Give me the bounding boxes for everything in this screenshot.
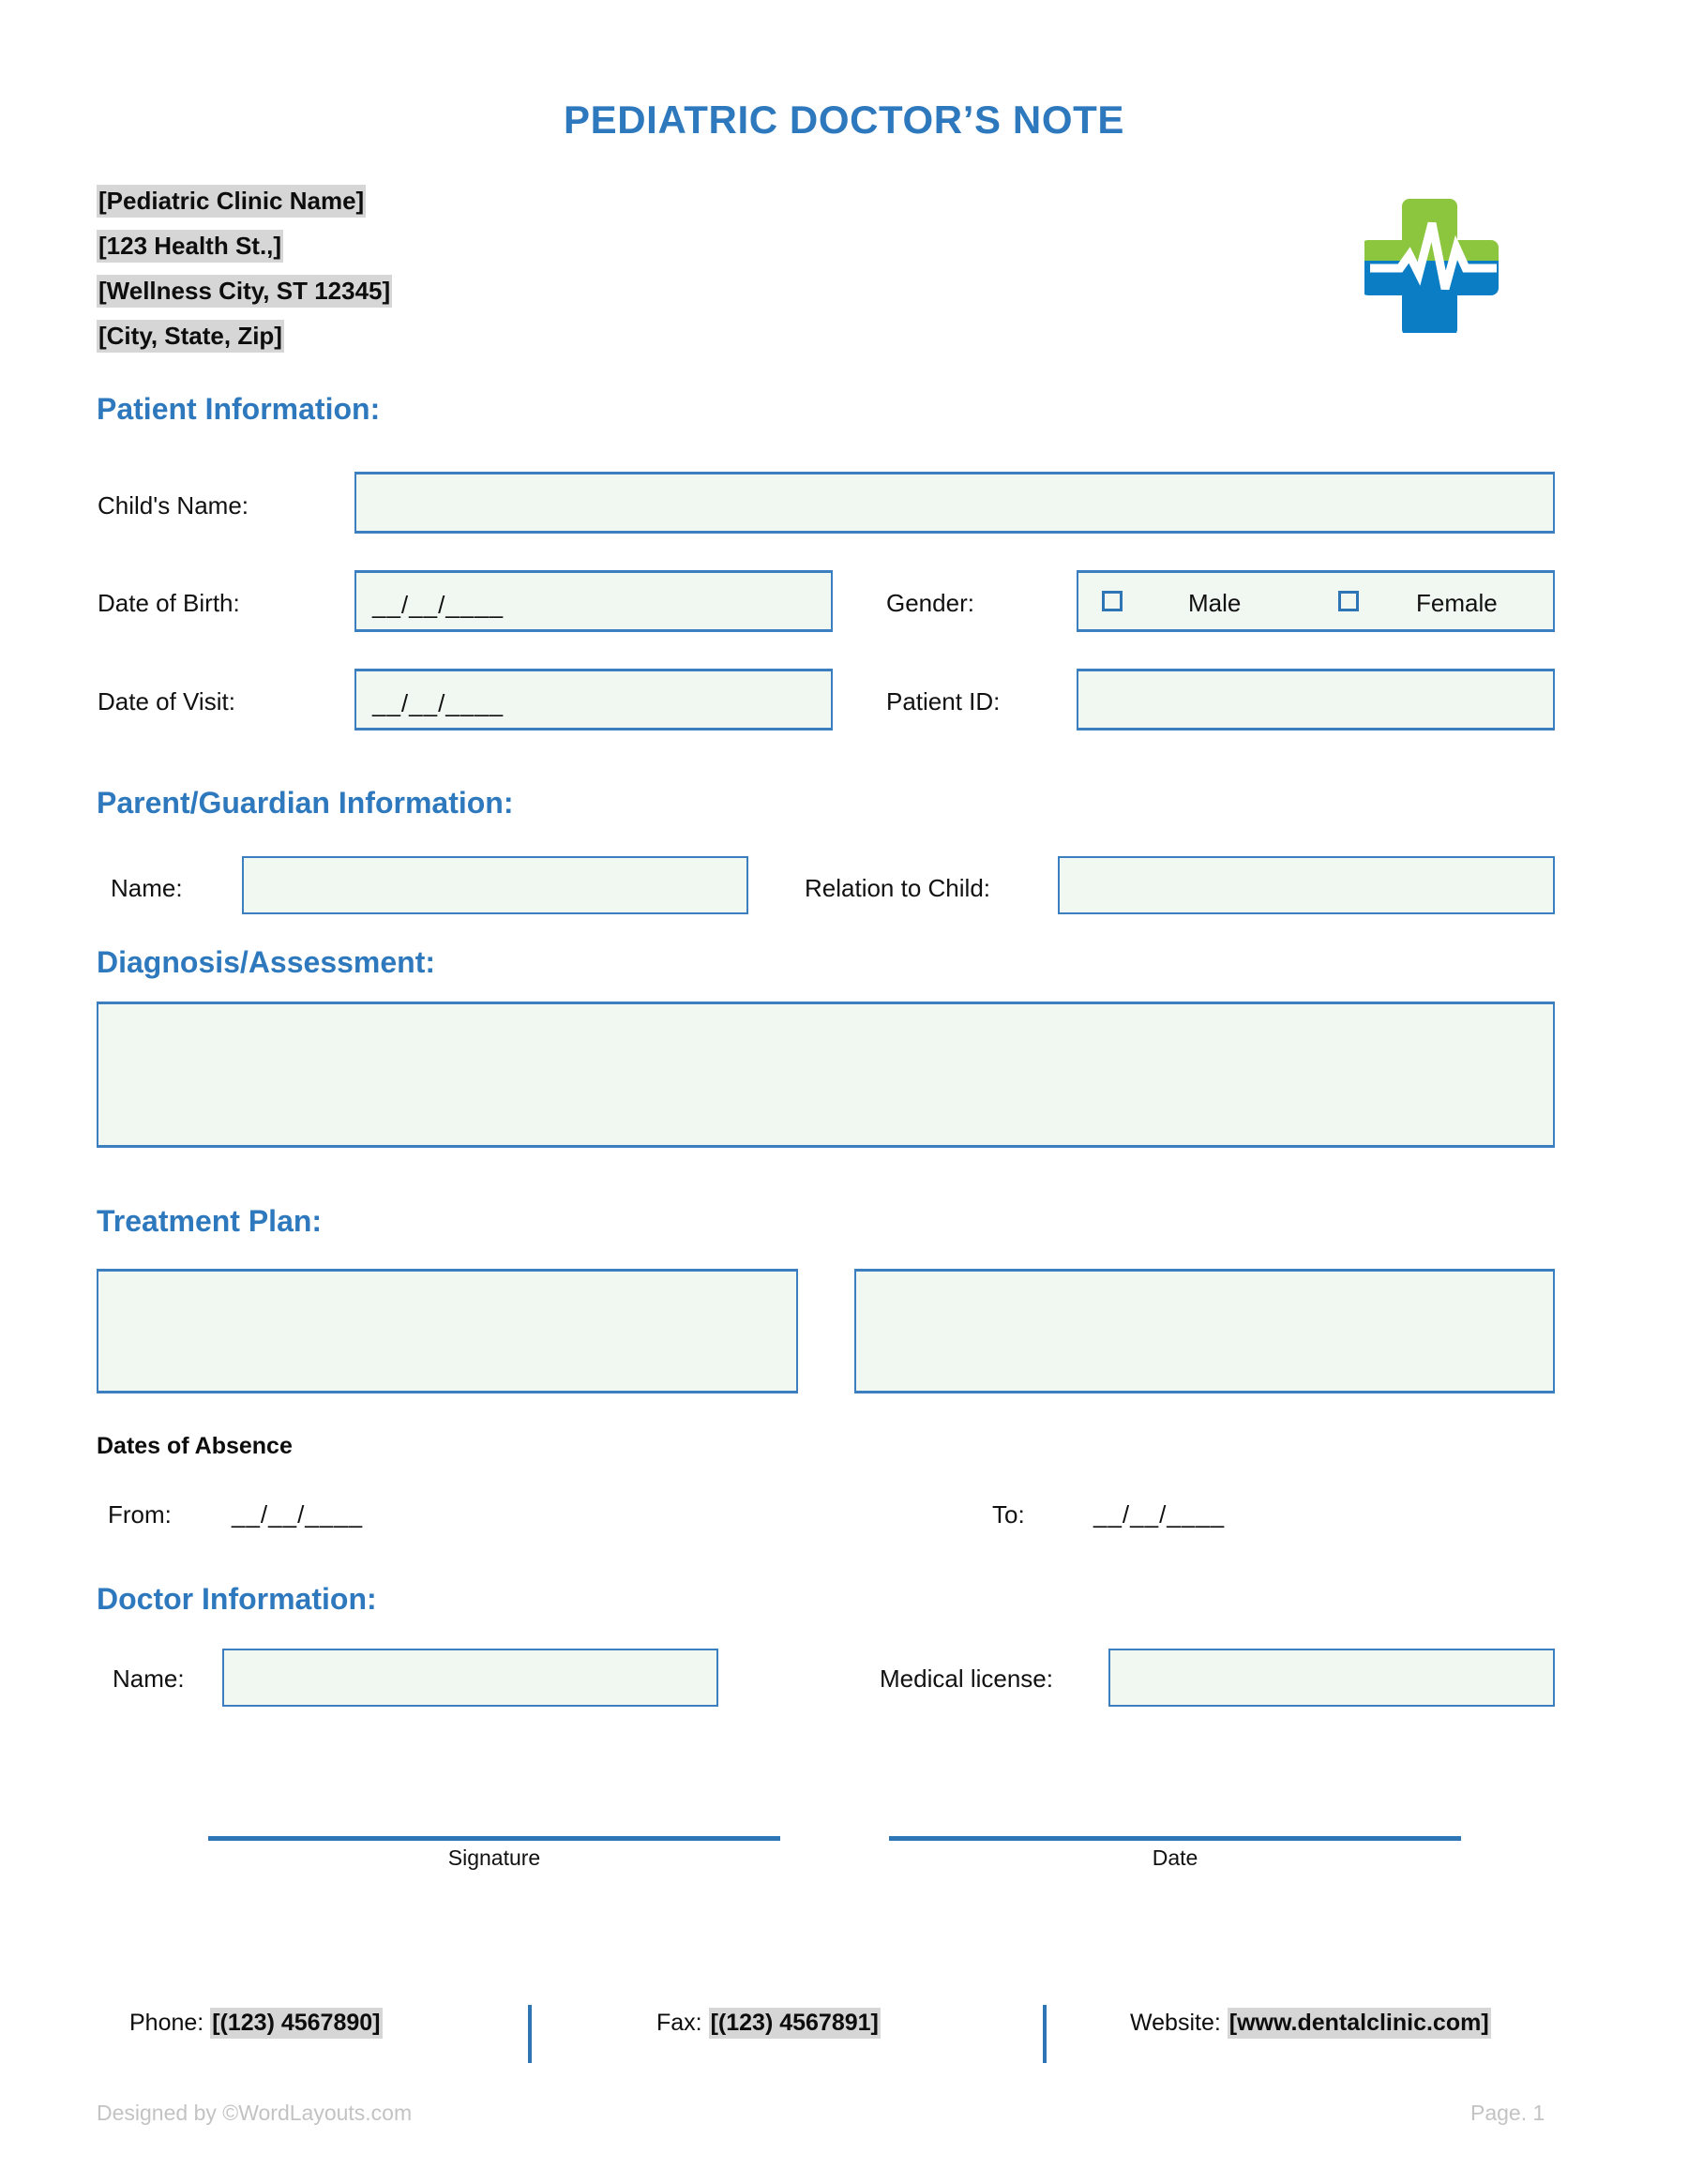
- label-patient-id: Patient ID:: [886, 687, 1001, 715]
- date-of-birth-placeholder: __/__/____: [372, 591, 505, 619]
- input-medical-license[interactable]: [1108, 1649, 1555, 1707]
- input-relation-to-child[interactable]: [1058, 856, 1555, 914]
- footer-divider-2: [1043, 2005, 1047, 2063]
- heading-diagnosis-assessment: Diagnosis/Assessment:: [97, 945, 436, 979]
- page-number: Page. 1: [1470, 2101, 1545, 2125]
- date-of-visit-placeholder: __/__/____: [372, 689, 505, 717]
- checkbox-male[interactable]: [1102, 591, 1123, 611]
- footer-website: [1130, 2010, 1491, 2037]
- clinic-citystatezip-text: [Wellness City, ST 12345]: [97, 275, 392, 308]
- input-patient-id[interactable]: [1077, 669, 1555, 731]
- footer-phone: [129, 2010, 383, 2037]
- footer-divider-1: [528, 2005, 532, 2063]
- signature-line[interactable]: [208, 1836, 780, 1841]
- heading-doctor-information: Doctor Information:: [97, 1582, 377, 1616]
- caption-signature: Signature: [447, 1845, 541, 1870]
- checkbox-female[interactable]: [1338, 591, 1359, 611]
- input-treatment-plan-right[interactable]: [854, 1269, 1555, 1393]
- input-treatment-plan-left[interactable]: [97, 1269, 798, 1393]
- label-gender-male: Male: [1188, 589, 1242, 617]
- heading-guardian-information: Parent/Guardian Information:: [97, 786, 514, 820]
- footer-website-label: Website:: [1130, 2010, 1221, 2036]
- absence-from-placeholder[interactable]: __/__/____: [232, 1500, 364, 1529]
- input-childs-name[interactable]: [354, 472, 1555, 534]
- label-medical-license: Medical license:: [880, 1664, 1053, 1693]
- label-doctor-name: Name:: [113, 1664, 185, 1693]
- clinic-address-block: [97, 178, 678, 358]
- clinic-placeholder-text: [City, State, Zip]: [97, 320, 284, 353]
- medical-cross-heartbeat-icon: [1364, 188, 1510, 333]
- label-absence-from: From:: [108, 1500, 172, 1529]
- date-line[interactable]: [889, 1836, 1461, 1841]
- heading-dates-of-absence: Dates of Absence: [97, 1433, 293, 1459]
- footer-website-value: [www.dentalclinic.com]: [1228, 2008, 1491, 2039]
- input-doctor-name[interactable]: [222, 1649, 718, 1707]
- clinic-line-street: [97, 223, 678, 268]
- label-guardian-name: Name:: [111, 874, 183, 902]
- heading-patient-information: Patient Information:: [97, 392, 381, 426]
- page-title: PEDIATRIC DOCTOR’S NOTE: [564, 98, 1124, 142]
- label-date-of-birth: Date of Birth:: [98, 589, 240, 617]
- footer-fax-label: Fax:: [656, 2010, 702, 2036]
- label-gender-female: Female: [1416, 589, 1498, 617]
- heading-treatment-plan: Treatment Plan:: [97, 1204, 323, 1238]
- label-childs-name: Child's Name:: [98, 491, 249, 520]
- absence-to-placeholder[interactable]: __/__/____: [1093, 1500, 1226, 1529]
- clinic-name-text: [Pediatric Clinic Name]: [97, 185, 366, 218]
- input-guardian-name[interactable]: [242, 856, 748, 914]
- label-absence-to: To:: [992, 1500, 1025, 1529]
- designer-credit: Designed by ©WordLayouts.com: [97, 2101, 413, 2125]
- footer-fax-value: [(123) 4567891]: [709, 2008, 881, 2039]
- footer-fax: [656, 2010, 881, 2037]
- input-diagnosis-assessment[interactable]: [97, 1002, 1555, 1148]
- clinic-line-citystatezip: [97, 268, 678, 313]
- clinic-line-placeholder: [97, 313, 678, 358]
- clinic-line-name: [97, 178, 678, 223]
- footer-phone-label: Phone:: [129, 2010, 204, 2036]
- label-relation-to-child: Relation to Child:: [805, 874, 990, 902]
- clinic-street-text: [123 Health St.,]: [97, 230, 283, 263]
- caption-date: Date: [1152, 1845, 1198, 1870]
- footer-phone-value: [(123) 4567890]: [210, 2008, 382, 2039]
- label-gender: Gender:: [886, 589, 974, 617]
- label-date-of-visit: Date of Visit:: [98, 687, 235, 715]
